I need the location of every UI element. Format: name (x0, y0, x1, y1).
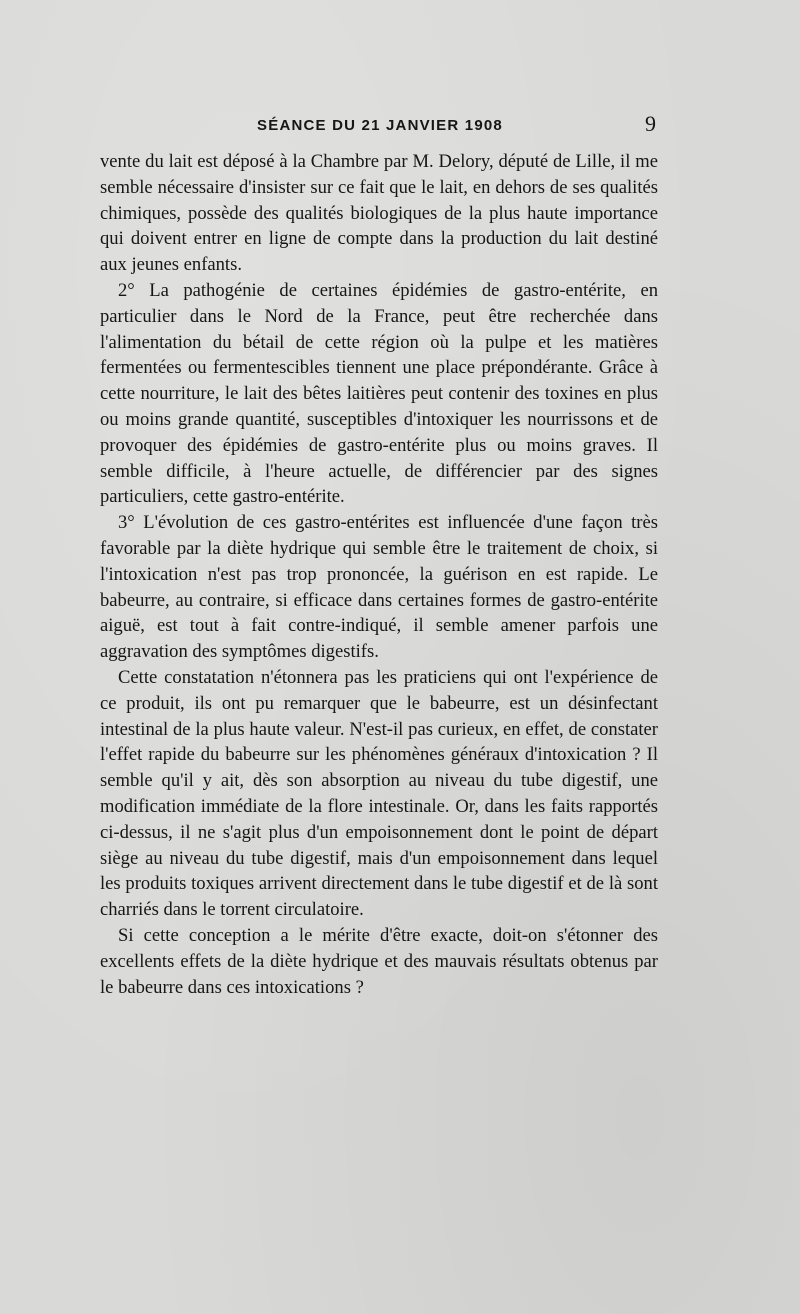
paragraph-constatation: Cette constatation n'étonnera pas les praticiens qui ont l'expérience de ce produit, ils ont pu remarquer que le babeurre, est un désinfectant intestinal de la plus haute valeur. N'est-il pas curieux, en effet, de constater l'effet rapide du babeurre sur les phénomènes généraux d'intoxication ? Il semble qu'il y ait, dès son absorption au niveau du tube digestif, une modification immédiate de la flore intestinale. Or, dans les faits rapportés ci-dessus, il ne s'agit plus d'un empoisonnement dont le point de départ siège au niveau du tube digestif, mais d'un empoisonnement dans lequel les produits toxiques arrivent directement dans le tube digestif et de là sont charriés dans le torrent circulatoire. (100, 666, 658, 921)
running-header (100, 111, 660, 138)
paragraph-point-3: 3° L'évolution de ces gastro-entérites est influencée d'une façon très favorable par la diète hydrique qui semble être le traitement de choix, si l'intoxication n'est pas trop prononcée, la guérison en est rapide. Le babeurre, au contraire, si efficace dans certaines formes de gastro-entérite aiguë, est tout à fait contre-indiqué, il semble amener parfois une aggravation des symptômes digestifs. (100, 512, 658, 663)
paragraph-continuation: vente du lait est déposé à la Chambre par M. Delory, député de Lille, il me semble nécessaire d'insister sur ce fait que le lait, en dehors de ses qualités chimiques, possède des qualités biologiques de la plus haute importance qui doivent entrer en ligne de compte dans la production du lait destiné aux jeunes enfants. (100, 151, 658, 276)
running-title: SÉANCE DU 21 JANVIER 1908 (257, 117, 503, 134)
paragraph-conclusion: Si cette conception a le mérite d'être exacte, doit-on s'étonner des excellents effets de la diète hydrique et des mauvais résultats obtenus par le babeurre dans ces intoxications ? (100, 924, 658, 998)
body-text (100, 149, 658, 1000)
paragraph-point-2: 2° La pathogénie de certaines épidémies de gastro-entérite, en particulier dans le Nord de la France, peut être recherchée dans l'alimentation du bétail de cette région où la pulpe et les matières fermentées ou fermentescibles tiennent une place prépondérante. Grâce à cette nourriture, le lait des bêtes laitières peut contenir des toxines en plus ou moins grande quantité, susceptibles d'intoxiquer les nourrissons et de provoquer des épidémies de gastro-entérite plus ou moins graves. Il semble difficile, à l'heure actuelle, de différencier par des signes particuliers, cette gastro-entérite. (100, 279, 658, 508)
page-number: 9 (645, 111, 656, 136)
